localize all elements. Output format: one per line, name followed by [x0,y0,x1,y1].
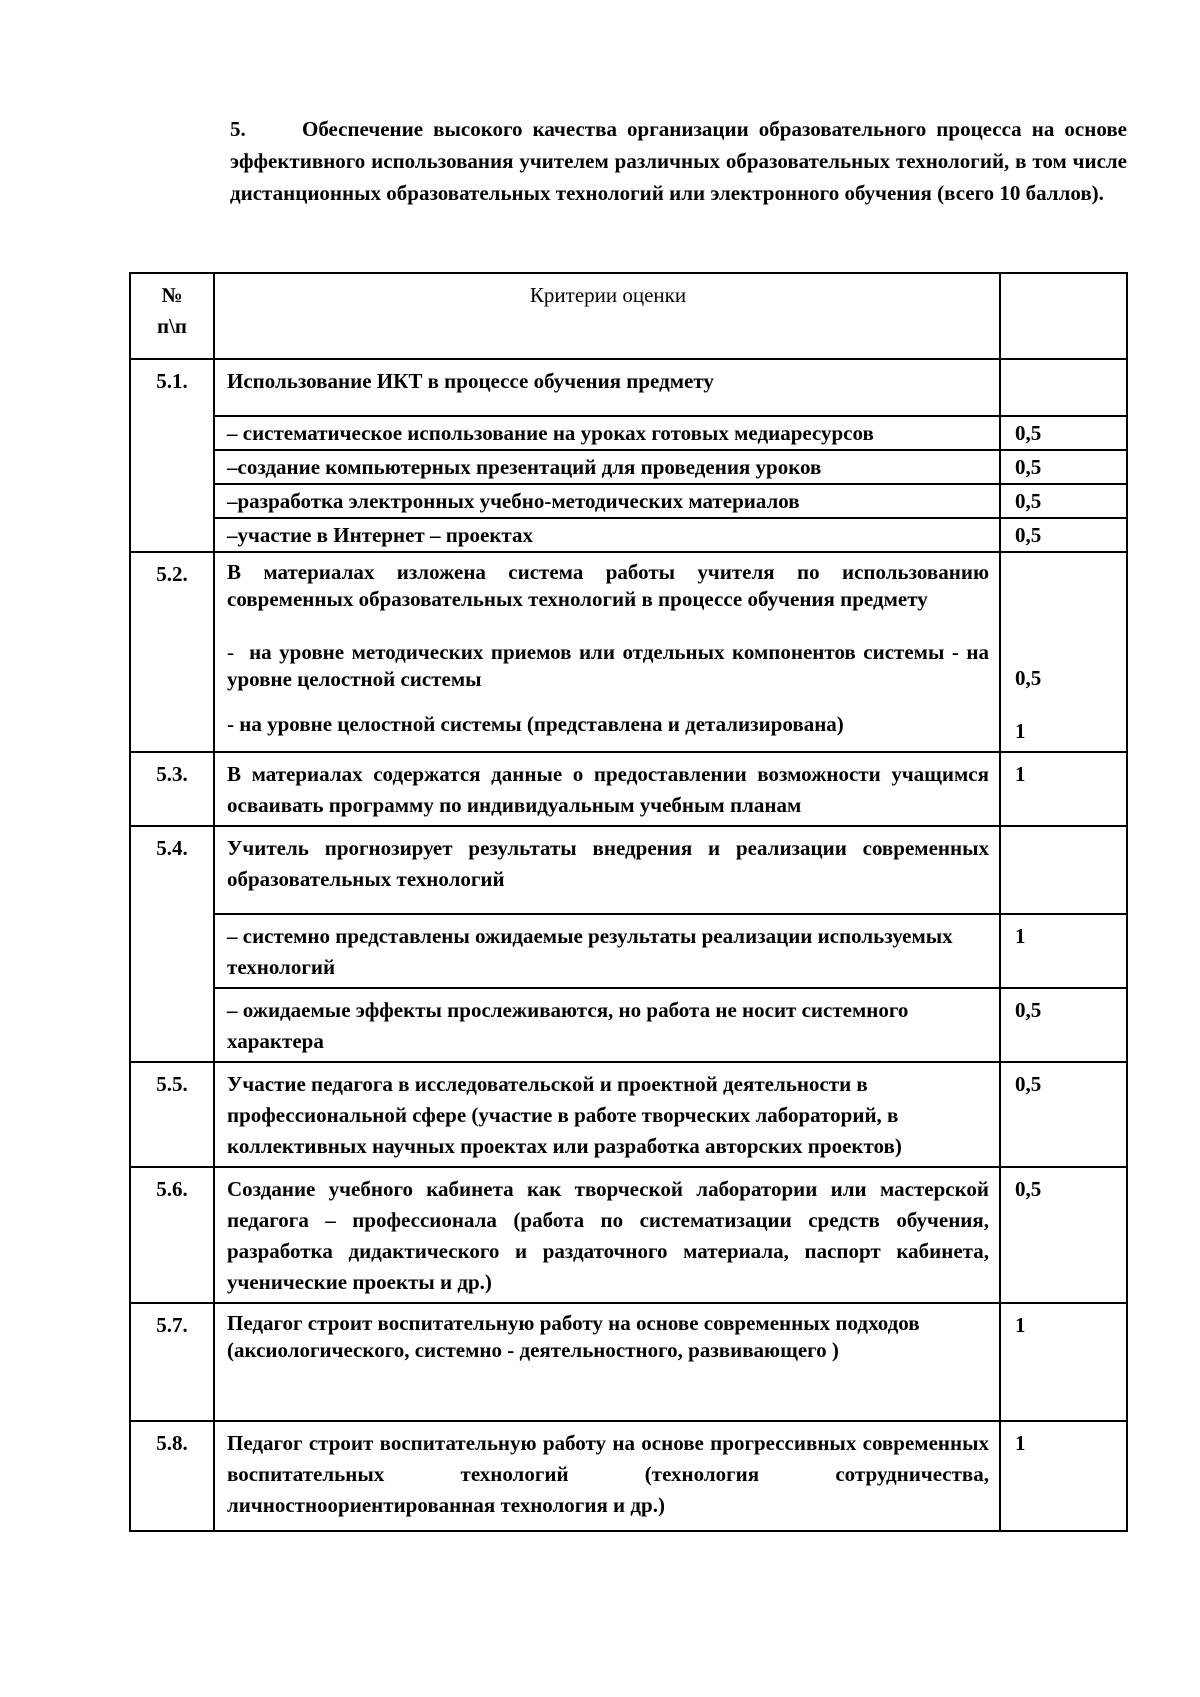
subrow-text: – ожидаемые эффекты прослеживаются, но работа не носит системного характера [214,988,1000,1062]
header-number-abbr: п\п [156,314,188,338]
row-number: 5.5. [130,1062,214,1167]
row-content [214,552,1000,752]
section-heading [230,113,1127,209]
subrow-score: 0,5 [1000,450,1127,484]
subrow-score: 0,5 [1000,416,1127,450]
table-row [130,1062,1127,1167]
subrow-score: 1 [1000,914,1127,988]
row-title: Педагог строит воспитательную работу на основе прогрессивных современных воспитательных технологий (технология сотрудничества, личностноориентированная технология и др.) [214,1421,1000,1531]
subrow-score: 0,5 [1000,484,1127,518]
subrow-score: 0,5 [1000,988,1127,1062]
spacer [1015,559,1116,663]
subrow-score: 0,5 [1000,518,1127,552]
section-number: 5. [230,117,246,141]
row-score [1000,359,1127,416]
row-title: Педагог строит воспитательную работу на основе современных подходов (аксиологического, системно - деятельностного, развивающего ) [214,1303,1000,1421]
row-option-2: - на уровне целостной системы (представлена и детализирована) [227,712,844,736]
table-subrow [130,416,1127,450]
table-row [130,359,1127,416]
table-subrow [130,484,1127,518]
row-number: 5.2. [130,552,214,752]
section-title: Обеспечение высокого качества организации образовательного процесса на основе эффективного использования учителем различных образовательных технологий, в том числе дистанционных образовательных технологий или электронного обучения (всего 10 баллов). [230,117,1127,205]
row-score [1000,826,1127,914]
subrow-text: – систематическое использование на уроках готовых медиаресурсов [214,416,1000,450]
option-dash: - [227,640,234,664]
header-score-cell [1000,273,1127,359]
criteria-table [129,272,1128,1532]
subrow-text: –участие в Интернет – проектах [214,518,1000,552]
row-score: 1 [1000,1421,1127,1531]
row-number: 5.4. [130,826,214,1062]
row-title: Создание учебного кабинета как творческой лаборатории или мастерской педагога – профессионала (работа по систематизации средств обучения, разработка дидактического и раздаточного материала, паспорт кабинета, ученические проекты и др.) [214,1167,1000,1303]
table-row [130,752,1127,826]
table-row [130,1303,1127,1421]
table-subrow [130,914,1127,988]
row-number: 5.1. [130,359,214,552]
row-score: 0,5 [1000,1062,1127,1167]
row-score-cell [1000,552,1127,752]
table-row [130,826,1127,914]
row-title: В материалах изложена система работы учителя по использованию современных образовательных технологий в процессе обучения предмету [227,560,989,611]
row-title: Учитель прогнозирует результаты внедрения и реализации современных образовательных технологий [214,826,1000,914]
table-subrow [130,988,1127,1062]
row-title: В материалах содержатся данные о предоставлении возможности учащимся осваивать программу по индивидуальным учебным планам [214,752,1000,826]
row-number: 5.7. [130,1303,214,1421]
row-number: 5.8. [130,1421,214,1531]
row-score-2: 1 [1015,719,1026,743]
table-header-row [130,273,1127,359]
row-title: Участие педагога в исследовательской и проектной деятельности в профессиональной сфере (участие в работе творческих лабораторий, в коллективных научных проектах или разработка авторских проектов) [214,1062,1000,1167]
row-title: Использование ИКТ в процессе обучения предмету [214,359,1000,416]
header-criteria-cell: Критерии оценки [214,273,1000,359]
spacer [227,613,989,639]
spacer [1015,694,1116,716]
header-number-cell [130,273,214,359]
subrow-text: – системно представлены ожидаемые результаты реализации используемых технологий [214,914,1000,988]
table-row [130,1167,1127,1303]
table-subrow [130,450,1127,484]
row-score: 0,5 [1000,1167,1127,1303]
row-number: 5.6. [130,1167,214,1303]
header-number-symbol: № [161,283,183,307]
table-subrow [130,518,1127,552]
spacer [227,693,989,711]
row-score: 1 [1000,1303,1127,1421]
subrow-text: –разработка электронных учебно-методических материалов [214,484,1000,518]
row-number: 5.3. [130,752,214,826]
row-option-1 [227,639,989,693]
table-row [130,1421,1127,1531]
table-row [130,552,1127,752]
row-score-1: 0,5 [1015,666,1042,690]
subrow-text: –создание компьютерных презентаций для проведения уроков [214,450,1000,484]
option-1-text: на уровне методических приемов или отдельных компонентов системы - на уровне целостной системы [227,640,990,691]
row-score: 1 [1000,752,1127,826]
